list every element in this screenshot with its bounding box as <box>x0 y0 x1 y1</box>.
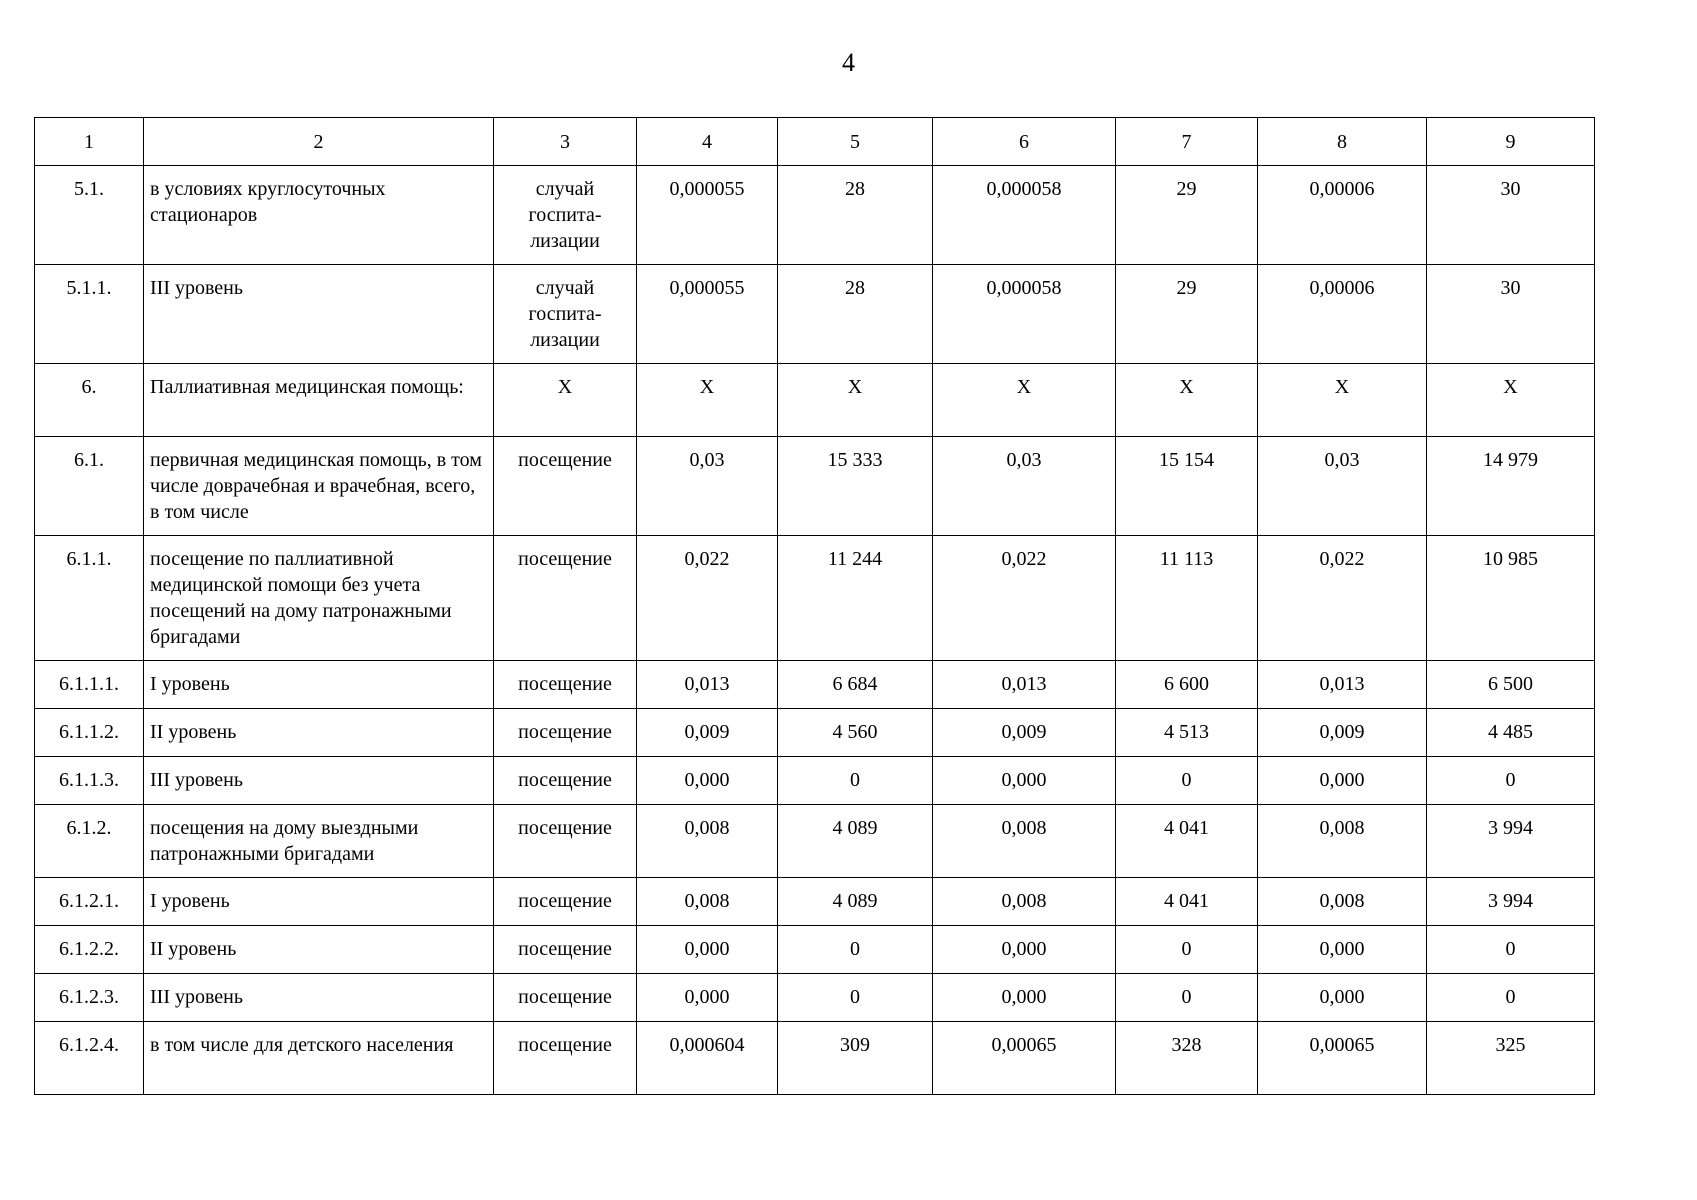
page-number: 4 <box>842 48 855 77</box>
value-cell: 0,000055 <box>637 265 778 364</box>
table-row <box>35 709 1595 757</box>
value-cell: 0,000604 <box>637 1022 778 1095</box>
value-cell: 0,000055 <box>637 166 778 265</box>
value-cell: 0,000058 <box>933 265 1116 364</box>
value-cell: 0,00065 <box>933 1022 1116 1095</box>
column-number-cell: 4 <box>637 118 778 166</box>
value-cell: 15 154 <box>1116 437 1258 536</box>
row-number-cell: 6.1.1.3. <box>35 757 144 805</box>
value-cell: 3 994 <box>1427 878 1595 926</box>
value-cell: 0,03 <box>933 437 1116 536</box>
value-cell: 0,009 <box>1258 709 1427 757</box>
value-cell: 14 979 <box>1427 437 1595 536</box>
value-cell: 4 485 <box>1427 709 1595 757</box>
table-row <box>35 265 1595 364</box>
value-cell: 0,008 <box>1258 805 1427 878</box>
table-row <box>35 974 1595 1022</box>
value-cell: 29 <box>1116 166 1258 265</box>
column-number-cell: 5 <box>778 118 933 166</box>
value-cell: 0,008 <box>1258 878 1427 926</box>
value-cell: 10 985 <box>1427 536 1595 661</box>
table-row <box>35 757 1595 805</box>
value-cell: 0,000058 <box>933 166 1116 265</box>
value-cell: 4 089 <box>778 805 933 878</box>
value-cell: 0,022 <box>933 536 1116 661</box>
unit-cell: посещение <box>494 878 637 926</box>
value-cell: 0 <box>1116 974 1258 1022</box>
column-number-cell: 7 <box>1116 118 1258 166</box>
value-cell: 0,022 <box>1258 536 1427 661</box>
value-cell: 0,000 <box>933 757 1116 805</box>
table-row <box>35 536 1595 661</box>
value-cell: 0,013 <box>933 661 1116 709</box>
value-cell: 0,009 <box>637 709 778 757</box>
value-cell: 0 <box>1427 757 1595 805</box>
value-cell: 0 <box>1116 926 1258 974</box>
value-cell: Х <box>1427 364 1595 437</box>
table-row <box>35 166 1595 265</box>
value-cell: 6 500 <box>1427 661 1595 709</box>
value-cell: 29 <box>1116 265 1258 364</box>
value-cell: 0,009 <box>933 709 1116 757</box>
value-cell: 0,008 <box>637 805 778 878</box>
column-number-cell: 3 <box>494 118 637 166</box>
row-number-cell: 5.1. <box>35 166 144 265</box>
value-cell: 4 041 <box>1116 805 1258 878</box>
value-cell: 328 <box>1116 1022 1258 1095</box>
data-table <box>34 117 1595 1095</box>
row-number-cell: 5.1.1. <box>35 265 144 364</box>
table-row <box>35 364 1595 437</box>
column-number-cell: 1 <box>35 118 144 166</box>
row-number-cell: 6.1.1. <box>35 536 144 661</box>
row-number-cell: 6.1.2. <box>35 805 144 878</box>
table-row <box>35 661 1595 709</box>
column-number-cell: 9 <box>1427 118 1595 166</box>
unit-cell: Х <box>494 364 637 437</box>
value-cell: 4 513 <box>1116 709 1258 757</box>
value-cell: 6 684 <box>778 661 933 709</box>
value-cell: 0,00006 <box>1258 265 1427 364</box>
row-number-cell: 6.1.2.4. <box>35 1022 144 1095</box>
value-cell: 4 041 <box>1116 878 1258 926</box>
value-cell: Х <box>933 364 1116 437</box>
value-cell: 6 600 <box>1116 661 1258 709</box>
indicator-name-cell: в том числе для детского населения <box>144 1022 494 1095</box>
value-cell: 0,03 <box>1258 437 1427 536</box>
unit-cell: посещение <box>494 757 637 805</box>
value-cell: 0,000 <box>1258 926 1427 974</box>
value-cell: 0,008 <box>637 878 778 926</box>
value-cell: 0,000 <box>933 926 1116 974</box>
row-number-cell: 6.1.1.1. <box>35 661 144 709</box>
indicator-name-cell: первичная медицинская помощь, в том числе доврачебная и врачебная, всего, в том числе <box>144 437 494 536</box>
row-number-cell: 6.1. <box>35 437 144 536</box>
indicator-name-cell: I уровень <box>144 878 494 926</box>
indicator-name-cell: III уровень <box>144 265 494 364</box>
value-cell: 0,013 <box>1258 661 1427 709</box>
row-number-cell: 6.1.2.2. <box>35 926 144 974</box>
value-cell: 28 <box>778 166 933 265</box>
value-cell: 11 244 <box>778 536 933 661</box>
unit-cell: посещение <box>494 1022 637 1095</box>
value-cell: Х <box>778 364 933 437</box>
column-number-cell: 6 <box>933 118 1116 166</box>
indicator-name-cell: III уровень <box>144 974 494 1022</box>
indicator-name-cell: II уровень <box>144 926 494 974</box>
value-cell: 0,000 <box>1258 974 1427 1022</box>
value-cell: Х <box>1116 364 1258 437</box>
row-number-cell: 6.1.2.1. <box>35 878 144 926</box>
unit-cell: случай госпита-лизации <box>494 265 637 364</box>
value-cell: 0,00006 <box>1258 166 1427 265</box>
value-cell: 0,000 <box>637 757 778 805</box>
unit-cell: посещение <box>494 437 637 536</box>
table-row <box>35 878 1595 926</box>
indicator-name-cell: посещения на дому выездными патронажными бригадами <box>144 805 494 878</box>
indicator-name-cell: III уровень <box>144 757 494 805</box>
table-row <box>35 805 1595 878</box>
value-cell: 0,000 <box>637 974 778 1022</box>
value-cell: 30 <box>1427 166 1595 265</box>
column-number-cell: 2 <box>144 118 494 166</box>
value-cell: Х <box>1258 364 1427 437</box>
unit-cell: посещение <box>494 926 637 974</box>
table-row <box>35 1022 1595 1095</box>
value-cell: 0 <box>778 926 933 974</box>
value-cell: 0 <box>1427 926 1595 974</box>
unit-cell: случай госпита-лизации <box>494 166 637 265</box>
value-cell: 0,03 <box>637 437 778 536</box>
value-cell: 0 <box>1427 974 1595 1022</box>
value-cell: 325 <box>1427 1022 1595 1095</box>
indicator-name-cell: посещение по паллиативной медицинской помощи без учета посещений на дому патронажными бригадами <box>144 536 494 661</box>
value-cell: 0,00065 <box>1258 1022 1427 1095</box>
row-number-cell: 6.1.2.3. <box>35 974 144 1022</box>
value-cell: Х <box>637 364 778 437</box>
value-cell: 309 <box>778 1022 933 1095</box>
unit-cell: посещение <box>494 805 637 878</box>
column-number-row <box>35 118 1595 166</box>
value-cell: 0 <box>778 974 933 1022</box>
value-cell: 0 <box>778 757 933 805</box>
value-cell: 0,000 <box>637 926 778 974</box>
table-row <box>35 926 1595 974</box>
value-cell: 0,013 <box>637 661 778 709</box>
indicator-name-cell: I уровень <box>144 661 494 709</box>
table-row <box>35 437 1595 536</box>
value-cell: 0 <box>1116 757 1258 805</box>
column-number-cell: 8 <box>1258 118 1427 166</box>
indicator-name-cell: в условиях круглосуточных стационаров <box>144 166 494 265</box>
unit-cell: посещение <box>494 974 637 1022</box>
value-cell: 4 089 <box>778 878 933 926</box>
value-cell: 11 113 <box>1116 536 1258 661</box>
row-number-cell: 6. <box>35 364 144 437</box>
value-cell: 0,000 <box>933 974 1116 1022</box>
value-cell: 0,022 <box>637 536 778 661</box>
indicator-name-cell: II уровень <box>144 709 494 757</box>
value-cell: 30 <box>1427 265 1595 364</box>
value-cell: 3 994 <box>1427 805 1595 878</box>
value-cell: 0,000 <box>1258 757 1427 805</box>
value-cell: 0,008 <box>933 878 1116 926</box>
value-cell: 0,008 <box>933 805 1116 878</box>
value-cell: 4 560 <box>778 709 933 757</box>
row-number-cell: 6.1.1.2. <box>35 709 144 757</box>
indicator-name-cell: Паллиативная медицинская помощь: <box>144 364 494 437</box>
value-cell: 28 <box>778 265 933 364</box>
unit-cell: посещение <box>494 536 637 661</box>
value-cell: 15 333 <box>778 437 933 536</box>
unit-cell: посещение <box>494 709 637 757</box>
unit-cell: посещение <box>494 661 637 709</box>
